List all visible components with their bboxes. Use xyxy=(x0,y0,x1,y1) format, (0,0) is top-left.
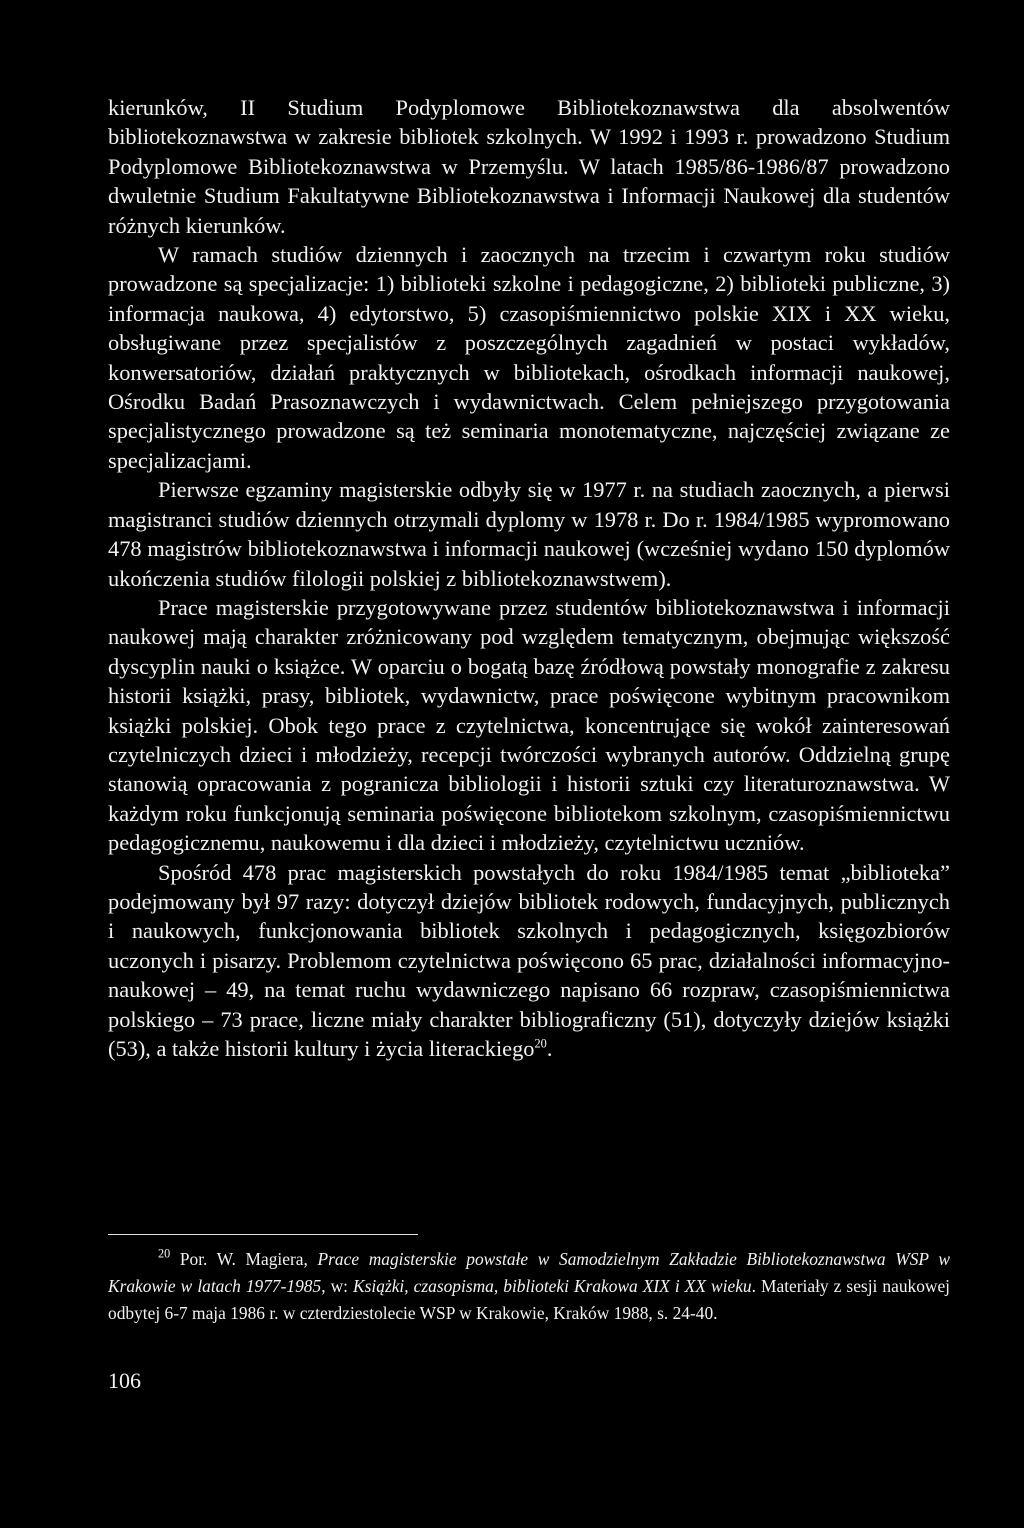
paragraph-1: kierunków, II Studium Podyplomowe Bibliotekoznawstwa dla absolwentów bibliotekoznawstwa w zakresie bibliotek szkolnych. W 1992 i 1993 r. prowadzono Studium Podyplomowe Bibliotekoznawstwa w Przemyślu. W latach 1985/86-1986/87 prowadzono dwuletnie Studium Fakultatywne Bibliotekoznawstwa i Informacji Naukowej dla studentów różnych kierunków. xyxy=(108,95,950,238)
footnote-number: 20 xyxy=(158,1246,171,1261)
paragraph-5 xyxy=(108,858,950,1064)
page-number: 106 xyxy=(108,1368,141,1393)
footnote-reference: 20 xyxy=(534,1036,547,1051)
footnote-title: Prace magisterskie powstałe w Samodzielnym Zakładzie Bibliotekoznawstwa WSP w Krakowie w latach 1977-1985 xyxy=(108,1249,950,1296)
footnote-lead: Por. W. Magiera, xyxy=(179,1249,318,1269)
footnote-middle: , w: xyxy=(321,1276,354,1296)
footnote xyxy=(108,1246,950,1327)
paragraph-5-text: Spośród 478 prac magisterskich powstałych do roku 1984/1985 temat „biblioteka” podejmowany był 97 razy: dotyczył dziejów bibliotek rodowych, fundacyjnych, publicznych i naukowych, funkcjonowania bibliotek szkolnych i pedagogicznych, księgozbiorów uczonych i pisarzy. Problemom czytelnictwa poświęcono 65 prac, działalności informacyjno-naukowej – 49, na temat ruchu wydawniczego napisano 66 rozpraw, czasopiśmiennictwa polskiego – 73 prace, liczne miały charakter bibliograficzny (51), dotyczyły dziejów książki (53), a także historii kultury i życia literackiego xyxy=(108,859,950,1061)
paragraph-2: W ramach studiów dziennych i zaocznych na trzecim i czwartym roku studiów prowadzone są specjalizacje: 1) biblioteki szkolne i pedagogiczne, 2) biblioteki publiczne, 3) informacja naukowa, 4) edytorstwo, 5) czasopiśmiennictwo polskie XIX i XX wieku, obsługiwane przez specjalistów z poszczególnych zagadnień w postaci wykładów, konwersatoriów, działań praktycznych w bibliotekach, ośrodkach informacji naukowej, Ośrodku Badań Prasoznawczych i wydawnictwach. Celem pełniejszego przygotowania specjalistycznego prowadzone są też seminaria monotematyczne, najczęściej związane ze specjalizacjami. xyxy=(108,242,950,473)
paragraph-4: Prace magisterskie przygotowywane przez studentów bibliotekoznawstwa i informacji naukowej mają charakter zróżnicowany pod względem tematycznym, obejmując większość dyscyplin nauki o książce. W oparciu o bogatą bazę źródłową powstały monografie z zakresu historii książki, prasy, bibliotek, wydawnictw, prace poświęcone wybitnym pracownikom książki polskiej. Obok tego prace z czytelnictwa, koncentrujące się wokół zainteresowań czytelniczych dzieci i młodzieży, recepcji twórczości wybranych autorów. Oddzielną grupę stanowią opracowania z pogranicza bibliologii i historii sztuki czy literaturoznawstwa. W każdym roku funkcjonują seminaria poświęcone bibliotekom szkolnym, czasopiśmiennictwu pedagogicznemu, naukowemu i dla dzieci i młodzieży, czytelnictwu uczniów. xyxy=(108,594,950,856)
footnote-divider xyxy=(108,1234,418,1235)
footnote-tail: . Materiały z sesji naukowej odbytej 6-7 maja 1986 r. w czterdziestolecie WSP w Krakowie, Kraków 1988, s. 24-40. xyxy=(108,1276,951,1323)
main-text xyxy=(108,93,950,1063)
paragraph-5-end: . xyxy=(546,1036,553,1061)
footnote-volume-title: Książki, czasopisma, biblioteki Krakowa XIX i XX wieku xyxy=(353,1276,752,1296)
paragraph-3: Pierwsze egzaminy magisterskie odbyły się w 1977 r. na studiach zaocznych, a pierwsi magistranci studiów dziennych otrzymali dyplomy w 1978 r. Do r. 1984/1985 wypromowano 478 magistrów bibliotekoznawstwa i informacji naukowej (wcześniej wydano 150 dyplomów ukończenia studiów filologii polskiej z bibliotekoznawstwem). xyxy=(108,477,950,591)
